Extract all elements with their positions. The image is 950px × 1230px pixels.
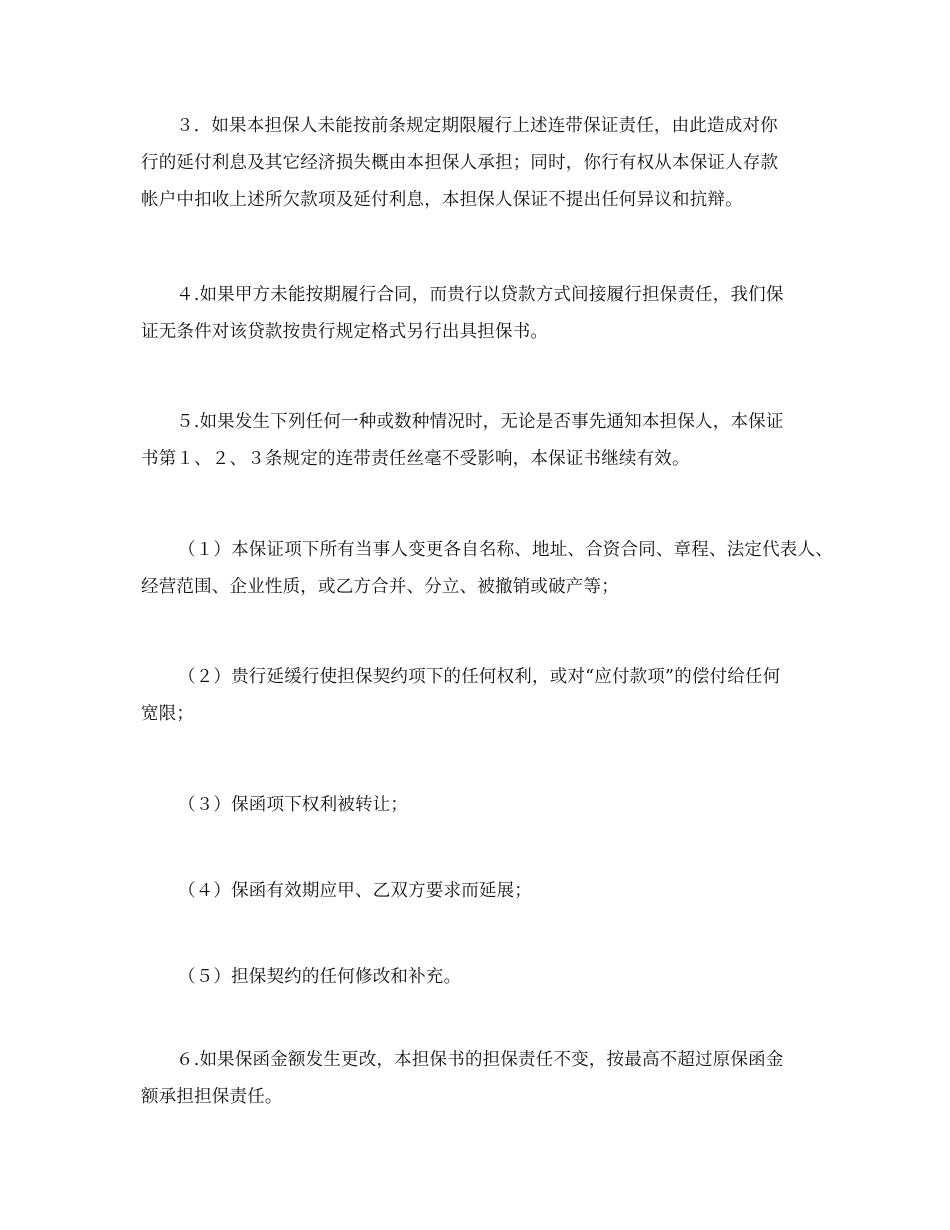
item-2-line-1: （２）贵行延缓行使担保契约项下的任何权利，或对“应付款项”的偿付给任何	[178, 667, 781, 687]
item-3-line-1: （３）保函项下权利被转让；	[178, 795, 409, 815]
item-3-paragraph	[141, 787, 821, 824]
item-4-paragraph	[141, 873, 821, 910]
item-1-paragraph	[141, 532, 833, 606]
item-4-line-1: （４）保函有效期应甲、乙双方要求而延展；	[178, 881, 532, 901]
item-1-line-2: 经营范围、企业性质，或乙方合并、分立、被撤销或破产等；	[141, 577, 619, 597]
item-5-line-1: （５）担保契约的任何修改和补充。	[178, 967, 462, 987]
clause-5-paragraph	[141, 404, 821, 478]
clause-4-line-2: 证无条件对该贷款按贵行规定格式另行出具担保书。	[141, 322, 549, 342]
item-2-line-2: 宽限；	[141, 704, 195, 724]
item-1-line-1: （１）本保证项下所有当事人变更各自名称、地址、合资合同、章程、法定代表人、	[178, 540, 833, 560]
clause-5-line-1: ５.如果发生下列任何一种或数种情况时，无论是否事先通知本担保人，本保证	[176, 412, 784, 432]
clause-3-line-1: ３．如果本担保人未能按前条规定期限履行上述连带保证责任，由此造成对你	[176, 116, 778, 136]
item-5-paragraph	[141, 959, 821, 996]
clause-3-line-2: 行的延付利息及其它经济损失概由本担保人承担；同时，你行有权从本保证人存款	[141, 153, 779, 173]
clause-3-line-3: 帐户中扣收上述所欠款项及延付利息，本担保人保证不提出任何异议和抗辩。	[141, 190, 743, 210]
clause-5-line-2: 书第１、２、３条规定的连带责任丝毫不受影响，本保证书继续有效。	[141, 449, 690, 469]
clause-6-line-1: ６.如果保函金额发生更改，本担保书的担保责任不变，按最高不超过原保函金	[176, 1050, 784, 1070]
item-2-paragraph	[141, 659, 821, 733]
clause-4-line-1: ４.如果甲方未能按期履行合同，而贵行以贷款方式间接履行担保责任，我们保	[176, 285, 784, 305]
clause-3-paragraph	[141, 108, 821, 219]
clause-4-paragraph	[141, 277, 821, 351]
clause-6-paragraph	[141, 1042, 821, 1116]
clause-6-line-2: 额承担担保责任。	[141, 1087, 283, 1107]
